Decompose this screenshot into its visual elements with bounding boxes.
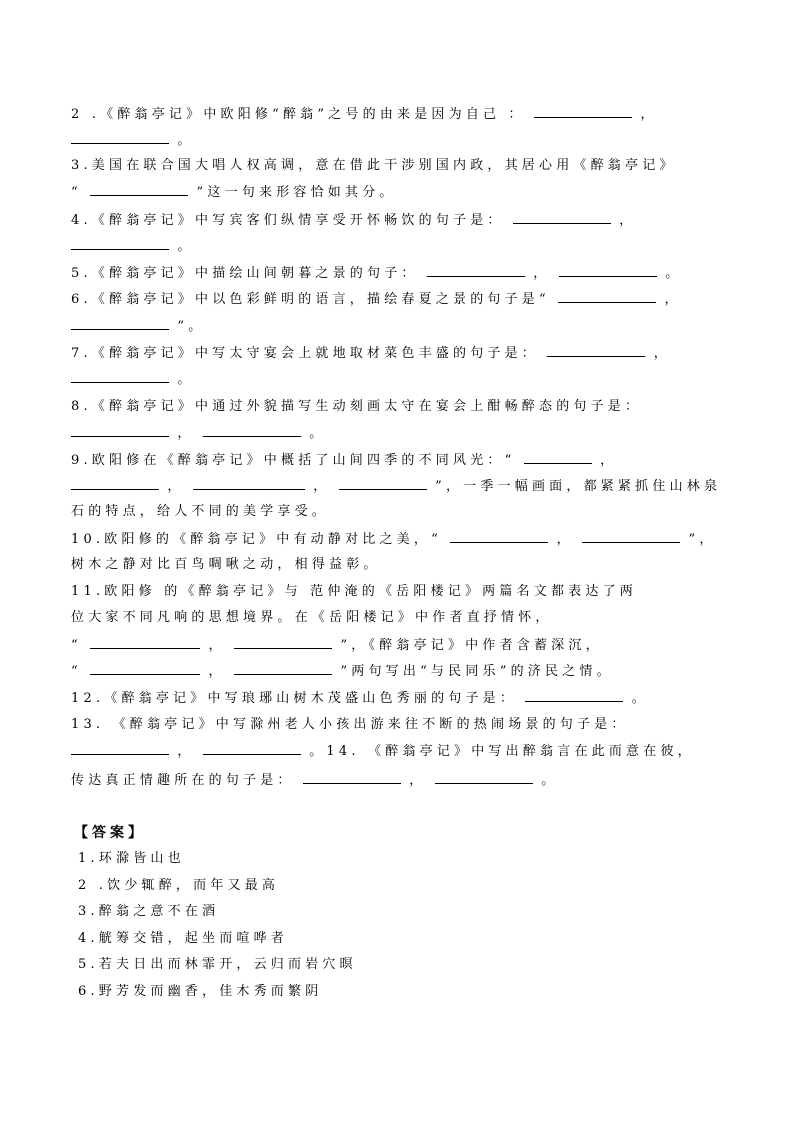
- answer-item: 1.环滁皆山也: [78, 851, 185, 866]
- question-12-line-1: 12.《醉翁亭记》中写琅琊山树木茂盛山色秀丽的句子是： 。: [71, 691, 649, 706]
- question-6-line-2: ”。: [71, 317, 205, 335]
- answer-item: 5.若夫日出而林霏开，云归而岩穴暝: [78, 957, 357, 972]
- question-13-line-2: ， 。14. 《醉翁亭记》中写出醉翁言在此而意在彼，: [71, 742, 695, 760]
- answer-blank[interactable]: [193, 477, 305, 490]
- answer-blank[interactable]: [234, 662, 332, 675]
- question-7-line-2: 。: [71, 370, 195, 388]
- answer-blank[interactable]: [203, 742, 301, 755]
- answer-blank[interactable]: [582, 530, 680, 543]
- answer-item: 2 .饮少辄醉，而年又最高: [78, 878, 280, 893]
- question-10-line-1: 10.欧阳修的《醉翁亭记》中有动静对比之美，“ ， ”，: [71, 532, 717, 547]
- question-6-line-1: 6.《醉翁亭记》中以色彩鲜明的语言，描绘春夏之景的句子是“ ，: [71, 292, 682, 307]
- question-4-line-1: 4.《醉翁亭记》中写宾客们纵情享受开怀畅饮的句子是： ，: [71, 213, 637, 228]
- answer-blank[interactable]: [339, 477, 427, 490]
- answer-blank[interactable]: [90, 636, 200, 649]
- answer-blank[interactable]: [513, 211, 611, 224]
- question-4-line-2: 。: [71, 237, 195, 255]
- answer-blank[interactable]: [71, 370, 169, 383]
- answer-blank[interactable]: [547, 344, 645, 357]
- question-11-line-1: 11.欧阳修 的《醉翁亭记》与 范仲淹的《岳阳楼记》两篇名文都表达了两: [71, 584, 637, 599]
- question-11-line-2: 位大家不同凡响的思想境界。在《岳阳楼记》中作者直抒情怀，: [71, 610, 553, 625]
- question-9-line-1: 9.欧阳修在《醉翁亭记》中概括了山间四季的不同风光：“ ，: [71, 453, 618, 468]
- question-14-line-2: 传达真正情趣所在的句子是： ， 。: [71, 773, 559, 788]
- question-8-line-2: ， 。: [71, 424, 326, 442]
- answer-item: 4.觥筹交错，起坐而喧哗者: [78, 931, 289, 946]
- question-3-line-2: “ ”这一句来形容恰如其分。: [71, 185, 397, 200]
- answer-blank[interactable]: [71, 424, 169, 437]
- question-2-text: 2 .《醉翁亭记》中欧阳修“醉翁”之号的由来是因为自己 ：: [71, 107, 526, 122]
- question-7-line-1: 7.《醉翁亭记》中写太守宴会上就地取材菜色丰盛的句子是： ，: [71, 346, 671, 361]
- question-3-line-1: 3.美国在联合国大唱人权高调，意在借此干涉别国内政，其居心用《醉翁亭记》: [71, 158, 677, 173]
- answer-blank[interactable]: [71, 477, 159, 490]
- answer-blank[interactable]: [90, 662, 200, 675]
- question-2-line-1: 2 .《醉翁亭记》中欧阳修“醉翁”之号的由来是因为自己 ： ，: [71, 107, 658, 122]
- question-11-line-3: “ ， ”，《醉翁亭记》中作者含蓄深沉，: [71, 638, 603, 653]
- answer-blank[interactable]: [71, 131, 169, 144]
- answers-title: 【答案】: [74, 825, 146, 841]
- answer-blank[interactable]: [558, 290, 656, 303]
- answer-blank[interactable]: [525, 689, 623, 702]
- question-2-line-2: 。: [71, 131, 195, 149]
- question-8-line-1: 8.《醉翁亭记》中通过外貌描写生动刻画太守在宴会上酣畅醉态的句子是：: [71, 399, 643, 414]
- question-13-line-1: 13. 《醉翁亭记》中写滁州老人小孩出游来往不断的热闹场景的句子是：: [71, 717, 629, 732]
- answer-blank[interactable]: [427, 264, 525, 277]
- answer-blank[interactable]: [234, 636, 332, 649]
- question-10-line-2: 树木之静对比百鸟啁啾之动，相得益彰。: [71, 557, 381, 572]
- answer-blank[interactable]: [303, 771, 401, 784]
- answer-item: 6.野芳发而幽香，佳木秀而繁阴: [78, 984, 323, 999]
- answer-blank[interactable]: [71, 742, 169, 755]
- answer-blank[interactable]: [71, 237, 169, 250]
- answer-blank[interactable]: [90, 183, 188, 196]
- answer-blank[interactable]: [559, 264, 657, 277]
- question-9-line-3: 石的特点，给人不同的美学享受。: [71, 504, 330, 519]
- question-9-line-2: ， ， ”，一季一幅画面，都紧紧抓住山林泉: [71, 477, 721, 495]
- answer-blank[interactable]: [450, 530, 548, 543]
- question-11-line-4: “ ， ”两句写出“与民同乐”的济民之情。: [71, 664, 614, 679]
- question-5-line-1: 5.《醉翁亭记》中描绘山间朝暮之景的句子： ， 。: [71, 266, 683, 281]
- answer-blank[interactable]: [534, 105, 632, 118]
- answer-item: 3.醉翁之意不在酒: [78, 904, 220, 919]
- answer-blank[interactable]: [524, 451, 592, 464]
- answer-blank[interactable]: [203, 424, 301, 437]
- answer-blank[interactable]: [435, 771, 533, 784]
- answer-blank[interactable]: [71, 317, 169, 330]
